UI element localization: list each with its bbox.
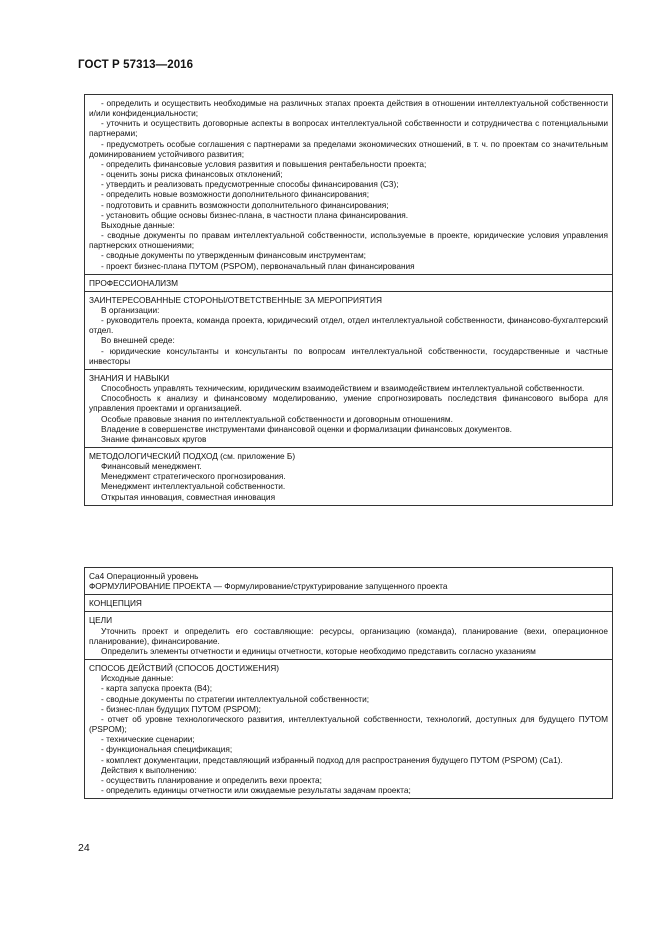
text-line: - технические сценарии; <box>101 734 195 745</box>
section-title: ЗНАНИЯ И НАВЫКИ <box>89 372 170 383</box>
text-line: - подготовить и сравнить возможности дополнительного финансирования; <box>101 199 389 210</box>
table-row-stakeholders <box>85 292 612 370</box>
text-line: Выходные данные: <box>101 219 175 230</box>
text-line: - предусмотреть особые соглашения с партнерами за пределами экономических отношений, в т. ч. по проектам со значительным доминированием устойчивого развития; <box>89 138 608 159</box>
text-line: - комплект документации, представляющий избранный подход для распространения будущего ПУТОМ (PSPOM) (Ca1). <box>101 754 563 765</box>
table-row-concept <box>85 595 612 612</box>
text-line: Уточнить проект и определить его составляющие: ресурсы, организацию (команда), планирование (вехи, операционное планирование), финансирование. <box>89 625 608 646</box>
text-line: - бизнес-план будущих ПУТОМ (PSPOM); <box>101 703 261 714</box>
table-stage-c3 <box>84 94 613 506</box>
table-row-actions <box>85 95 612 275</box>
text-line: - проект бизнес-плана ПУТОМ (PSPOM), первоначальный план финансирования <box>101 260 415 271</box>
text-line: - определить финансовые условия развития и повышения рентабельности проекта; <box>101 158 427 169</box>
text-line: - определить единицы отчетности или ожидаемые результаты задачам проекта; <box>101 784 411 795</box>
text-line: - осуществить планирование и определить вехи проекта; <box>101 774 322 785</box>
text-line: В организации: <box>101 304 160 315</box>
table-row-professionalism <box>85 275 612 292</box>
level-title: Ca4 Операционный уровень <box>89 571 199 581</box>
table-row-goals <box>85 612 612 660</box>
table-row-method <box>85 660 612 799</box>
level-subtitle: ФОРМУЛИРОВАНИЕ ПРОЕКТА — Формулирование/структурирование запущенного проекта <box>89 581 448 592</box>
section-title: МЕТОДОЛОГИЧЕСКИЙ ПОДХОД (см. приложение Б) <box>89 451 296 461</box>
document-header: ГОСТ Р 57313—2016 <box>78 59 194 71</box>
section-title: ЗАИНТЕРЕСОВАННЫЕ СТОРОНЫ/ОТВЕТСТВЕННЫЕ ЗА МЕРОПРИЯТИЯ <box>89 294 382 305</box>
text-line: - функциональная спецификация; <box>101 744 233 755</box>
table-row-methodology <box>85 448 612 506</box>
text-line: Владение в совершенстве инструментами финансовой оценки и формализации финансовых документов. <box>101 423 512 434</box>
text-line: Действия к выполнению: <box>101 764 197 775</box>
page-number: 24 <box>78 842 90 854</box>
text-line: - сводные документы по правам интеллектуальной собственности, используемые в проекте, юридические условия управления партнерских отношениями; <box>89 230 608 251</box>
text-line: - сводные документы по утвержденным финансовым инструментам; <box>101 250 366 261</box>
table-row-level <box>85 568 612 595</box>
text-line: Определить элементы отчетности и единицы отчетности, которые необходимо представить согласно указаниям <box>101 645 536 656</box>
section-title: ЦЕЛИ <box>89 615 113 626</box>
text-line: - оценить зоны риска финансовых отклонений; <box>101 169 283 180</box>
text-line: Менеджмент интеллектуальной собственности. <box>101 481 286 492</box>
text-line: - установить общие основы бизнес-плана, в частности плана финансирования. <box>101 209 409 220</box>
text-line: Знание финансовых кругов <box>101 433 207 444</box>
text-line: - сводные документы по стратегии интеллектуальной собственности; <box>101 693 370 704</box>
section-title: СПОСОБ ДЕЙСТВИЙ (СПОСОБ ДОСТИЖЕНИЯ) <box>89 663 279 674</box>
text-line: - карта запуска проекта (В4); <box>101 683 213 694</box>
text-line: Исходные данные: <box>101 673 174 684</box>
text-line: - определить и осуществить необходимые на различных этапах проекта действия в отношении интеллектуальной собственности и/или конфиденциальности; <box>89 98 608 119</box>
text-line: Особые правовые знания по интеллектуальной собственности и договорным отношениям. <box>101 413 453 424</box>
text-line: Открытая инновация, совместная инновация <box>101 491 276 502</box>
text-line: Во внешней среде: <box>101 335 175 346</box>
table-stage-ca4 <box>84 567 613 799</box>
text-line: Финансовый менеджмент. <box>101 461 202 472</box>
text-line: - юридические консультанты и консультанты по вопросам интеллектуальной собственности, государственные и частные инвесторы <box>89 345 608 366</box>
text-line: Способность управлять техническим, юридическим взаимодействием и взаимодействием интеллектуальной собственности. <box>101 383 585 394</box>
text-line: - уточнить и осуществить договорные аспекты в вопросах интеллектуальной собственности и сотрудничества с потенциальными партнерами; <box>89 118 608 139</box>
text-line: - определить новые возможности дополнительного финансирования; <box>101 189 370 200</box>
section-title: ПРОФЕССИОНАЛИЗМ <box>89 277 179 288</box>
text-line: Менеджмент стратегического прогнозирования. <box>101 471 286 482</box>
section-title: КОНЦЕПЦИЯ <box>89 598 142 609</box>
text-line: - отчет об уровне технологического развития, интеллектуальной собственности, технологий, доступных для будущего ПУТОМ (PSPOM); <box>89 713 608 735</box>
text-line: Способность к анализу и финансовому моделированию, умение спрогнозировать последствия финансового выбора для управления проектами и организацией. <box>89 393 608 414</box>
text-line: - утвердить и реализовать предусмотренные способы финансирования (С3); <box>101 179 399 190</box>
table-row-skills <box>85 370 612 448</box>
text-line: - руководитель проекта, команда проекта, юридический отдел, отдел интеллектуальной собственности, финансово-бухгалтерский отдел. <box>89 315 608 336</box>
